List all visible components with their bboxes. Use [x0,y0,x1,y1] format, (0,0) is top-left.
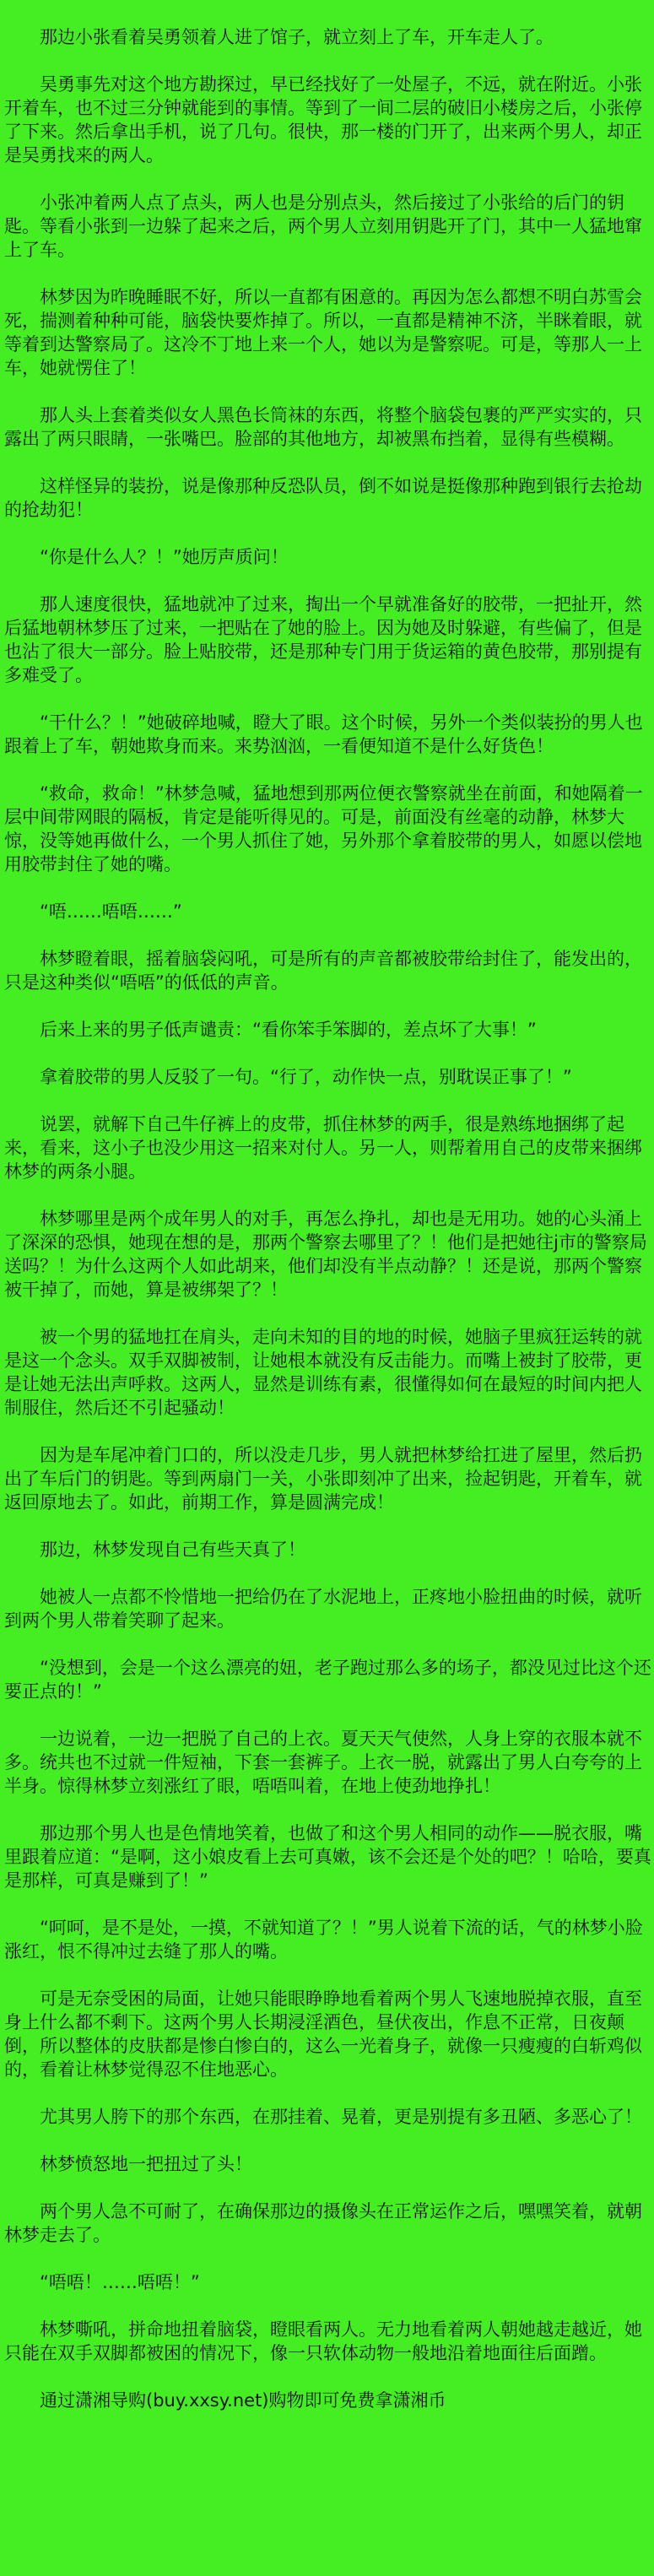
paragraph: 后来上来的男子低声谴责：“看你笨手笨脚的，差点坏了大事！” [40,1020,537,1040]
paragraph: 林梦嘶吼，拼命地扭着脑袋，瞪眼看两人。无力地看着两人朝她越走越近，她只能在双手双脚都被困的情况下，像一只软体动物一般地沿着地面往后面蹭。 [4,2319,642,2363]
paragraph: 因为是车尾冲着门口的，所以没走几步，男人就把林梦给扛进了屋里，然后扔出了车后门的钥匙。等到两扇门一关，小张即刻冲了出来，捡起钥匙，开着车，就返回原地去了。如此，前期工作，算是圆满完成！ [4,1445,642,1513]
paragraph: 小张冲着两人点了点头，两人也是分别点头，然后接过了小张给的后门的钥匙。等看小张到一边躲了起来之后，两个男人立刻用钥匙开了门，其中一人猛地窜上了车。 [4,192,642,260]
paragraph: “没想到，会是一个这么漂亮的妞，老子跑过那么多的场子，都没见过比这个还要正点的！” [4,1658,651,1702]
paragraph: 林梦瞪着眼，摇着脑袋闷吼，可是所有的声音都被胶带给封住了，能发出的，只是这种类似“唔唔”的低低的声音。 [4,949,642,993]
promo-line: 通过潇湘导购(buy.xxsy.net)购物即可免费拿潇湘币 [40,2390,446,2411]
paragraph: 这样怪异的装扮，说是像那种反恐队员，倒不如说是挺像那种跑到银行去抢劫的抢劫犯！ [4,476,642,520]
paragraph: “呵呵，是不是处，一摸，不就知道了？！”男人说着下流的话，气的林梦小脸涨红，恨不得冲过去缝了那人的嘴。 [4,1918,643,1962]
paragraph: 说罢，就解下自己牛仔裤上的皮带，抓住林梦的两手，很是熟练地捆绑了起来，看来，这小子也没少用这一招来对付人。另一人，则帮着用自己的皮带来捆绑林梦的两条小腿。 [4,1114,642,1182]
paragraph: “干什么？！”她破碎地喊，瞪大了眼。这个时候，另外一个类似装扮的男人也跟着上了车，朝她欺身而来。来势汹汹，一看便知道不是什么好货色！ [4,712,643,756]
paragraph: 那人头上套着类似女人黑色长筒袜的东西，将整个脑袋包裹的严严实实的，只露出了两只眼睛，一张嘴巴。脸部的其他地方，却被黑布挡着，显得有些模糊。 [4,405,642,449]
paragraph: “唔……唔唔……” [40,901,182,922]
paragraph: 林梦哪里是两个成年男人的对手，再怎么挣扎，却也是无用功。她的心头涌上了深深的恐惧，她现在想的是，那两个警察去哪里了？！他们是把她往j市的警察局送吗？！为什么这两个人如此胡来，他们却没有半点动静？！还是说，那两个警察被干掉了，而她，算是被绑架了？！ [4,1209,647,1300]
paragraph: 尤其男人胯下的那个东西，在那挂着、晃着，更是别提有多丑陋、多恶心了！ [40,2107,642,2127]
paragraph: 她被人一点都不怜惜地一把给仍在了水泥地上，正疼地小脸扭曲的时候，就听到两个男人带着笑聊了起来。 [4,1587,642,1631]
paragraph: “救命，救命！”林梦急喊，猛地想到那两位便衣警察就坐在前面，和她隔着一层中间带网眼的隔板，肯定是能听得见的。可是，前面没有丝毫的动静，林梦大惊，没等她再做什么，一个男人抓住了她，另外那个拿着胶带的男人，如愿以偿地用胶带封住了她的嘴。 [4,783,643,874]
paragraph: 林梦因为昨晚睡眠不好，所以一直都有困意的。再因为怎么都想不明白苏雪会死，揣测着种种可能，脑袋快要炸掉了。所以，一直都是精神不济，半眯着眼，就等着到达警察局了。这冷不丁地上来一个人，她以为是警察呢。可是，等那人一上车，她就愣住了！ [4,287,642,378]
paragraph: 那边，林梦发现自己有些天真了！ [40,1540,305,1560]
paragraph: 那边小张看着吴勇领着人进了馆子，就立刻上了车，开车走人了。 [40,27,554,47]
paragraph: 可是无奈受困的局面，让她只能眼睁睁地看着两个男人飞速地脱掉衣服，直至身上什么都不剩下。这两个男人长期浸淫酒色，昼伏夜出，作息不正常，日夜颠倒，所以整体的皮肤都是惨白惨白的，这么一光着身子，就像一只瘦瘦的白斩鸡似的，看着让林梦觉得忍不住地恶心。 [4,1989,642,2080]
paragraph: 那边那个男人也是色情地笑着，也做了和这个男人相同的动作——脱衣服，嘴里跟着应道：“是啊，这小娘皮看上去可真嫩，该不会还是个处的吧？！哈哈，要真是那样，可真是赚到了！” [4,1823,651,1891]
paragraph: 两个男人急不可耐了，在确保那边的摄像头在正常运作之后，嘿嘿笑着，就朝林梦走去了。 [4,2201,642,2245]
paragraph: 那人速度很快，猛地就冲了过来，掏出一个早就准备好的胶带，一把扯开，然后猛地朝林梦压了过来，一把贴在了她的脸上。因为她及时躲避，有些偏了，但是也沾了很大一部分。脸上贴胶带，还是那种专门用于货运箱的黄色胶带，那别提有多难受了。 [4,594,642,685]
paragraph: 吴勇事先对这个地方勘探过，早已经找好了一处屋子，不远，就在附近。小张开着车，也不过三分钟就能到的事情。等到了一间二层的破旧小楼房之后，小张停了下来。然后拿出手机，说了几句。很快，那一楼的门开了，出来两个男人，却正是吴勇找来的两人。 [4,74,642,165]
paragraph: “唔唔！……唔唔！” [40,2272,200,2292]
paragraph: “你是什么人？！”她厉声质问！ [40,547,289,567]
paragraph: 拿着胶带的男人反驳了一句。“行了，动作快一点，别耽误正事了！” [40,1067,572,1087]
paragraph: 一边说着，一边一把脱了自己的上衣。夏天天气使然，人身上穿的衣服本就不多。统共也不过就一件短袖，下套一套裤子。上衣一脱，就露出了男人白夸夸的上半身。惊得林梦立刻涨红了眼，唔唔叫着，在地上使劲地挣扎！ [4,1729,642,1796]
novel-text-container [4,25,651,2365]
paragraph: 被一个男的猛地扛在肩头，走向未知的目的地的时候，她脑子里疯狂运转的就是这一个念头。双手双脚被制，让她根本就没有反击能力。而嘴上被封了胶带，更是让她无法出声呼救。这两人，显然是训练有素，很懂得如何在最短的时间内把人制服住，然后还不引起骚动！ [4,1327,642,1418]
paragraph: 林梦愤怒地一把扭过了头！ [40,2154,252,2174]
